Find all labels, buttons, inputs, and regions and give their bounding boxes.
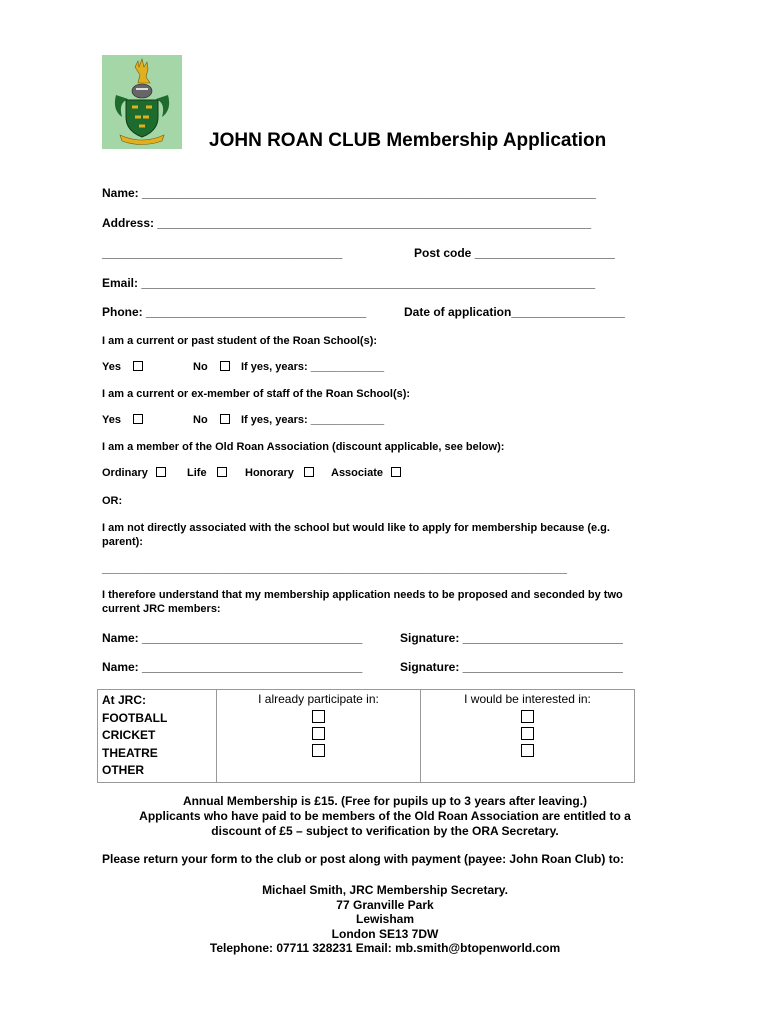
no-label: No	[193, 414, 208, 426]
student-no-checkbox[interactable]	[220, 361, 230, 371]
ora-life-checkbox[interactable]	[217, 467, 227, 477]
proposer-name-field[interactable]: Name: _________________________________	[102, 631, 363, 645]
fees-line1: Annual Membership is £15. (Free for pupils up to 3 years after leaving.)	[182, 794, 588, 808]
interested-football-checkbox[interactable]	[521, 710, 534, 723]
yes-label: Yes	[102, 361, 121, 373]
or-label: OR:	[102, 495, 123, 507]
proposal-text-line1: I therefore understand that my membership application needs to be proposed and seconded by two	[102, 589, 623, 601]
participate-cricket-checkbox[interactable]	[312, 727, 325, 740]
activity-football: FOOTBALL	[102, 710, 168, 725]
address-field[interactable]: Address: _________________________________________________________________	[102, 216, 592, 230]
contact-area: Lewisham	[355, 912, 415, 926]
address-line2-field[interactable]: ____________________________________	[102, 246, 343, 260]
student-yes-checkbox[interactable]	[133, 361, 143, 371]
interested-column	[421, 690, 635, 783]
ora-honorary-checkbox[interactable]	[304, 467, 314, 477]
no-label: No	[193, 361, 208, 373]
fees-line3: discount of £5 – subject to verification by the ORA Secretary.	[211, 824, 559, 838]
participate-column	[217, 690, 421, 783]
student-yes-option[interactable]	[102, 361, 143, 373]
activities-table	[97, 689, 635, 783]
interested-header: I would be interested in:	[464, 692, 591, 706]
staff-no-checkbox[interactable]	[220, 414, 230, 424]
contact-street: 77 Granville Park	[336, 898, 434, 912]
ora-ordinary-option[interactable]	[102, 467, 166, 479]
ora-associate-checkbox[interactable]	[391, 467, 401, 477]
seconder-signature-field[interactable]: Signature: ________________________	[400, 660, 623, 674]
activity-names-cell	[98, 690, 217, 783]
activity-theatre: THEATRE	[102, 745, 158, 760]
non-associated-question-line2: parent):	[102, 536, 143, 548]
ora-associate-option[interactable]	[331, 467, 401, 479]
seconder-name-field[interactable]: Name: _________________________________	[102, 660, 363, 674]
honorary-label: Honorary	[245, 467, 294, 479]
ordinary-label: Ordinary	[102, 467, 148, 479]
student-no-option[interactable]	[193, 361, 230, 373]
yes-label: Yes	[102, 414, 121, 426]
participate-header: I already participate in:	[258, 692, 379, 706]
ora-question: I am a member of the Old Roan Association (discount applicable, see below):	[102, 441, 505, 453]
name-field[interactable]: Name: ____________________________________________________________________	[102, 186, 596, 200]
email-field[interactable]: Email: ____________________________________________________________________	[102, 276, 596, 290]
student-question: I am a current or past student of the Roan School(s):	[102, 335, 378, 347]
staff-yes-option[interactable]	[102, 414, 143, 426]
fees-line2: Applicants who have paid to be members of the Old Roan Association are entitled to a	[139, 809, 631, 823]
proposal-text-line2: current JRC members:	[102, 603, 221, 615]
contact-phone-email: Telephone: 07711 328231 Email: mb.smith@btopenworld.com	[209, 941, 561, 955]
interested-cricket-checkbox[interactable]	[521, 727, 534, 740]
non-associated-question-line1: I am not directly associated with the school but would like to apply for membership because (e.g.	[102, 522, 610, 534]
return-instructions: Please return your form to the club or post along with payment (payee: John Roan Club) to:	[102, 852, 625, 866]
reason-field[interactable]: ____________________________________________________________________________	[102, 563, 567, 575]
staff-question: I am a current or ex-member of staff of the Roan School(s):	[102, 388, 411, 400]
phone-field[interactable]: Phone: _________________________________	[102, 305, 367, 319]
participate-football-checkbox[interactable]	[312, 710, 325, 723]
postcode-field[interactable]: Post code _____________________	[414, 246, 615, 260]
staff-years-field[interactable]: If yes, years: ____________	[241, 414, 385, 426]
interested-theatre-checkbox[interactable]	[521, 744, 534, 757]
contact-name: Michael Smith, JRC Membership Secretary.	[262, 883, 508, 897]
date-of-application-field[interactable]: Date of application_________________	[404, 305, 625, 319]
staff-no-option[interactable]	[193, 414, 230, 426]
staff-yes-checkbox[interactable]	[133, 414, 143, 424]
life-label: Life	[187, 467, 207, 479]
proposer-signature-field[interactable]: Signature: ________________________	[400, 631, 623, 645]
activities-header: At JRC:	[102, 693, 146, 707]
ora-honorary-option[interactable]	[245, 467, 314, 479]
contact-city: London SE13 7DW	[331, 927, 439, 941]
student-years-field[interactable]: If yes, years: ____________	[241, 361, 385, 373]
ora-ordinary-checkbox[interactable]	[156, 467, 166, 477]
ora-life-option[interactable]	[187, 467, 227, 479]
crest-logo-icon	[102, 55, 182, 149]
activity-other: OTHER	[102, 763, 144, 777]
participate-theatre-checkbox[interactable]	[312, 744, 325, 757]
associate-label: Associate	[331, 467, 383, 479]
page-title: JOHN ROAN CLUB Membership Application	[209, 130, 607, 151]
activity-cricket: CRICKET	[102, 728, 156, 742]
